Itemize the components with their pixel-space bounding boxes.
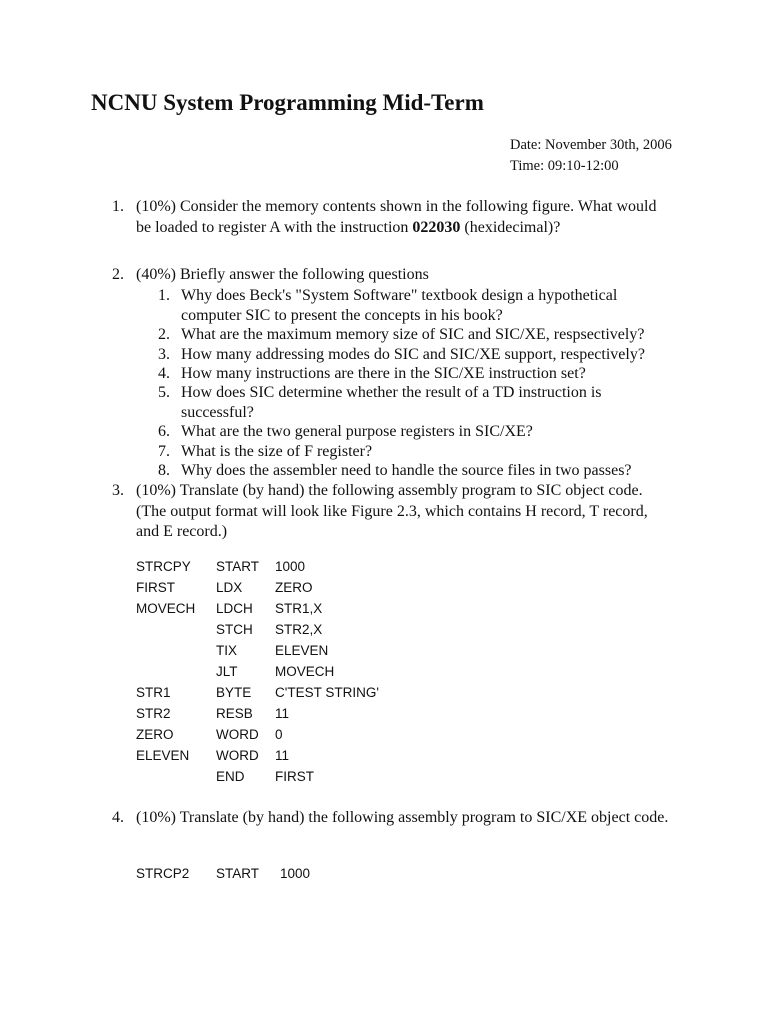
sub-question-5: 5. How does SIC determine whether the result of a TD instruction is successful? [158,384,602,421]
code-op: BYTE [216,685,252,700]
code-operand: 11 [275,748,290,763]
code-label: STRCP2 [136,866,190,881]
sub-question-4: 4. How many instructions are there in the SIC/XE instruction set? [158,365,586,382]
exam-time: Time: 09:10-12:00 [510,158,619,174]
code-op: JLT [216,664,238,679]
question-number: 4. [112,809,124,826]
sub-question-1: 1. Why does Beck's "System Software" textbook design a hypothetical computer SIC to present the concepts in his book? [158,287,618,324]
code-label: STRCPY [136,559,191,574]
question-text: (10%) Consider the memory contents shown in the following figure. What would be loaded to register A with the instruction 022030 (hexidecimal)? [136,198,657,236]
sub-question-6: 6. What are the two general purpose registers in SIC/XE? [158,423,533,440]
code-operand: FIRST [275,769,314,784]
question-text: (40%) Briefly answer the following questions [136,266,429,283]
code-label: ZERO [136,727,174,742]
code-operand: C'TEST STRING' [275,685,379,700]
code-op: START [216,559,260,574]
code-operand: MOVECH [275,664,335,679]
question-number: 2. [112,266,124,283]
question-number: 1. [112,198,124,215]
question-text: (10%) Translate (by hand) the following assembly program to SIC/XE object code. [136,809,669,826]
question-4 [112,808,672,829]
instruction-hex: 022030 [412,218,461,236]
code-op: WORD [216,748,259,763]
sub-question-8: 8. Why does the assembler need to handle the source files in two passes? [158,462,632,479]
sub-question-2: 2. What are the maximum memory size of SIC and SIC/XE, respsectively? [158,326,645,343]
code-operand: 1000 [280,866,311,881]
code-operand: 1000 [275,559,306,574]
code-label: FIRST [136,580,175,595]
exam-date: Date: November 30th, 2006 [510,137,672,153]
code-op: STCH [216,622,253,637]
code-operand: ZERO [275,580,313,595]
code-operand: STR1,X [275,601,323,616]
code-operand: 11 [275,706,290,721]
question-text: (10%) Translate (by hand) the following assembly program to SIC object code. (The output format will look like Figure 2.3, which contains H record, T record, and E record.) [136,482,648,540]
code-label: ELEVEN [136,748,190,763]
code-op: TIX [216,643,238,658]
code-operand: ELEVEN [275,643,329,658]
code-operand: 0 [275,727,283,742]
question-1 [112,197,672,238]
question-number: 3. [112,482,124,499]
question-3 [112,481,672,543]
code-op: START [216,866,260,881]
code-op: RESB [216,706,253,721]
code-op: END [216,769,245,784]
code-label: STR1 [136,685,171,700]
question-2 [112,265,672,286]
page-title: NCNU System Programming Mid-Term [91,90,484,115]
sub-question-7: 7. What is the size of F register? [158,443,373,460]
code-op: LDX [216,580,243,595]
code-op: LDCH [216,601,253,616]
sub-question-3: 3. How many addressing modes do SIC and SIC/XE support, respectively? [158,346,645,363]
code-label: STR2 [136,706,171,721]
code-op: WORD [216,727,259,742]
code-operand: STR2,X [275,622,323,637]
code-label: MOVECH [136,601,196,616]
